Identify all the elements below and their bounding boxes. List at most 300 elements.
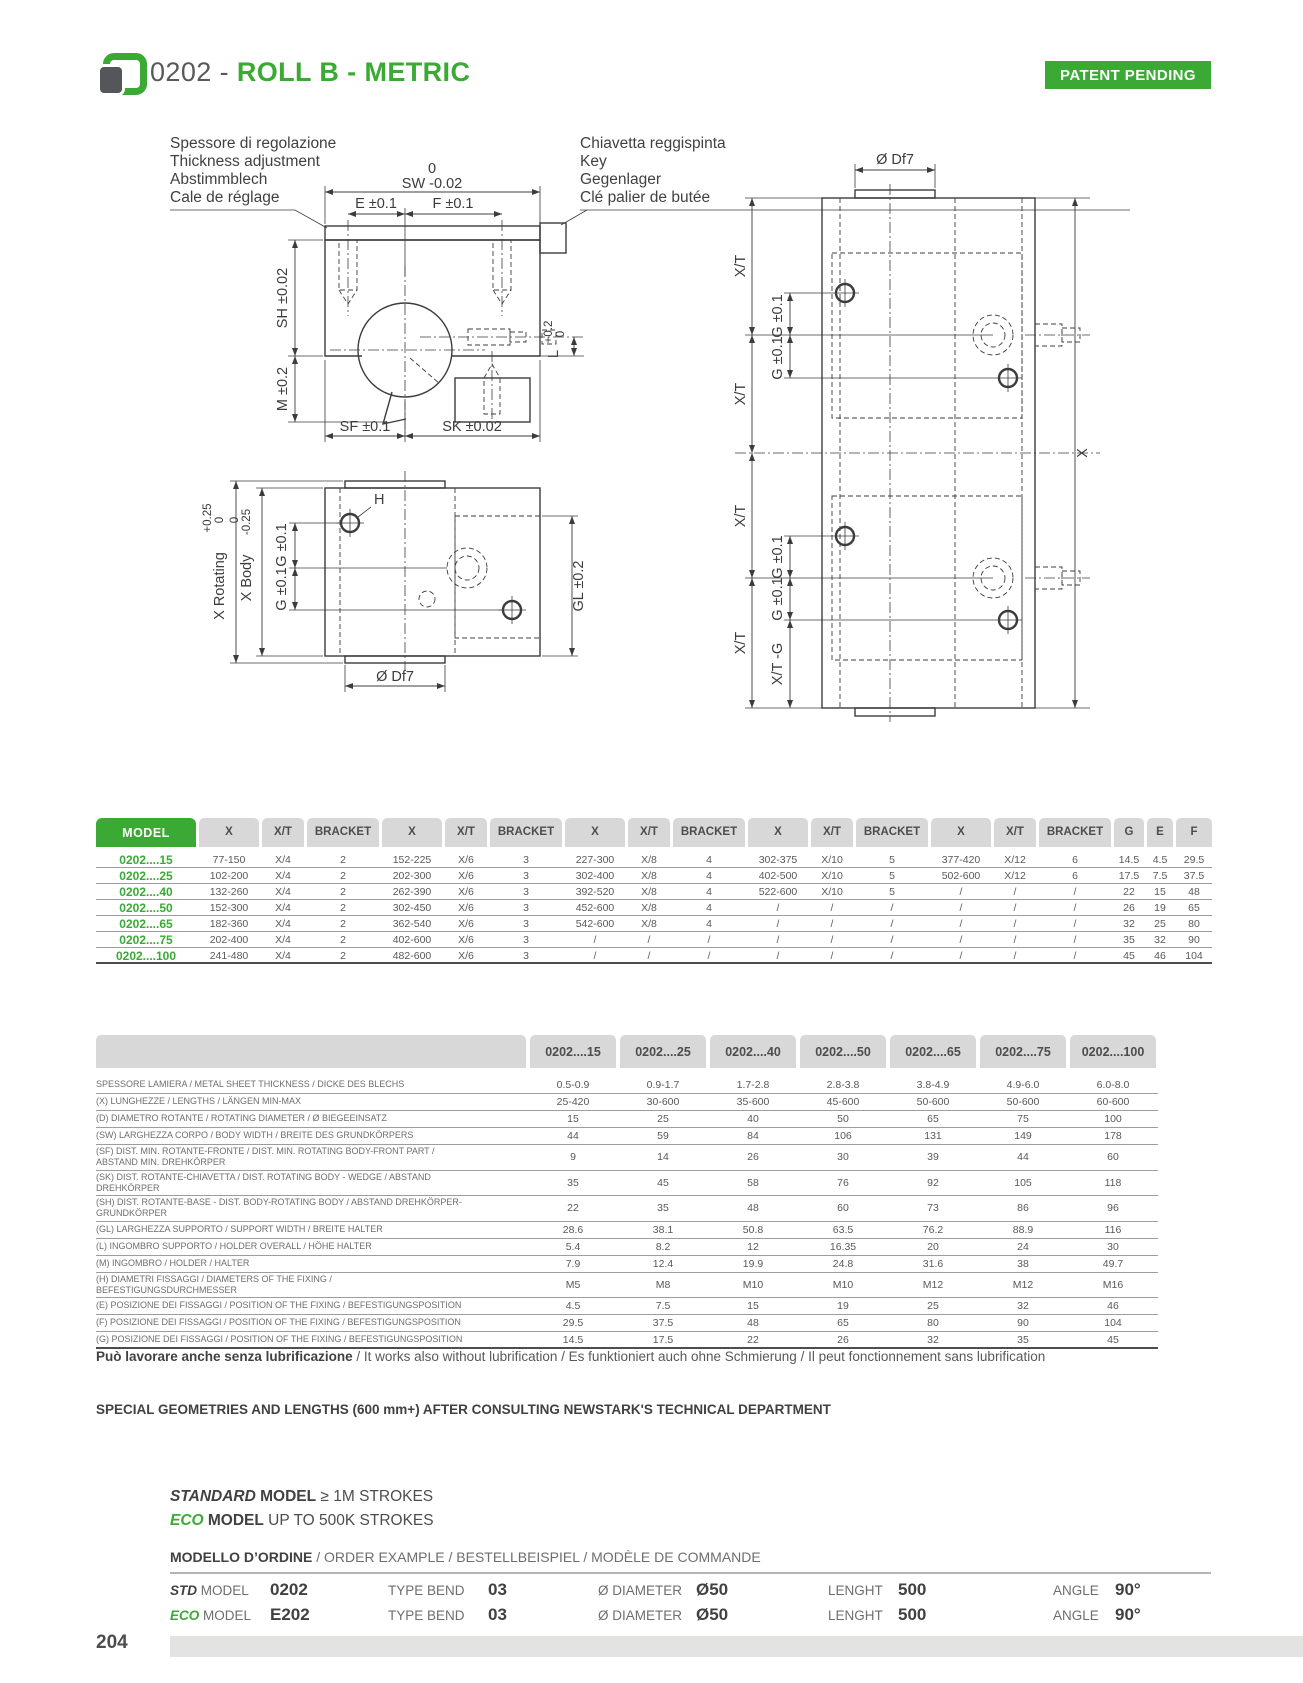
spec-table <box>96 1035 1158 1349</box>
model-value-cell: / <box>1013 902 1017 914</box>
spec-value-cell: 0.9-1.7 <box>646 1079 680 1091</box>
sf-dim-label: SF ±0.1 <box>339 419 391 435</box>
eco-model-value: E202 <box>270 1605 310 1624</box>
model-value-cell: 152-300 <box>209 902 249 914</box>
spec-value-cell: 31.6 <box>922 1257 944 1270</box>
x-overall-label: X <box>1075 448 1091 458</box>
order-row-std <box>170 1580 1211 1600</box>
spec-value-cell: 96 <box>1107 1202 1119 1215</box>
spec-value-cell: 32 <box>927 1333 939 1346</box>
eco-diameter-label: Ø DIAMETER <box>598 1608 683 1623</box>
order-heading-bold: MODELLO D’ORDINE <box>170 1549 313 1565</box>
spec-value-cell: 73 <box>927 1202 939 1215</box>
model-table-row <box>96 852 1212 868</box>
model-value-cell: 402-500 <box>758 870 798 882</box>
spec-value-cell: 80 <box>927 1317 939 1329</box>
model-value-cell: X/8 <box>641 870 657 882</box>
std-type-label: TYPE BEND <box>388 1583 465 1598</box>
thickness-adjustment-label <box>170 135 336 228</box>
unit1-g-label-2: G ±0.1 <box>770 336 786 380</box>
model-value-cell: 362-540 <box>392 918 432 930</box>
page-number: 204 <box>96 1632 128 1653</box>
model-value-cell: / <box>890 934 894 946</box>
standard-model-em: STANDARD <box>170 1488 256 1505</box>
spec-value-cell: 4.9-6.0 <box>1006 1079 1040 1091</box>
model-value-cell: / <box>1073 886 1077 898</box>
spec-value-cell: 88.9 <box>1012 1223 1034 1236</box>
model-value-cell: X/12 <box>1004 854 1026 866</box>
xt-label-2: X/T <box>733 382 749 406</box>
model-value-cell: 542-600 <box>575 918 615 930</box>
model-cell: 0202....15 <box>119 853 173 867</box>
model-table-row <box>96 868 1212 884</box>
x-rotating-tol-bottom: 0 <box>214 516 226 524</box>
eco-length-value: 500 <box>898 1605 927 1624</box>
spec-value-cell: 50 <box>837 1113 849 1125</box>
spec-value-cell: 60-600 <box>1096 1096 1130 1108</box>
spec-value-cell: 40 <box>747 1113 759 1125</box>
model-value-cell: 48 <box>1188 886 1200 898</box>
x-body-tol-top: 0 <box>229 516 241 524</box>
unit2-g-label-2: G ±0.1 <box>770 577 786 621</box>
spec-table-body <box>96 1077 1158 1349</box>
spec-value-cell: 149 <box>1014 1130 1032 1142</box>
model-table-header-cell: X <box>931 818 991 847</box>
spec-value-cell: 26 <box>837 1333 849 1346</box>
model-value-cell: / <box>830 934 834 946</box>
spec-row-label: (G) POSIZIONE DEI FISSAGGI / POSITION OF THE FIXING / BEFESTIGUNGSPOSITION <box>96 1333 463 1344</box>
model-value-cell: X/6 <box>458 854 474 866</box>
model-value-cell: 452-600 <box>575 902 615 914</box>
eco-tag <box>170 1608 270 1623</box>
page-title <box>150 57 470 88</box>
spec-value-cell: M5 <box>565 1278 581 1291</box>
footer-bar <box>170 1636 1303 1657</box>
spec-value-cell: 48 <box>747 1317 759 1329</box>
spec-value-cell: 12.4 <box>652 1257 674 1270</box>
spec-row-label: (M) INGOMBRO / HOLDER / HALTER <box>96 1257 250 1268</box>
spec-value-cell: 37.5 <box>652 1317 674 1329</box>
model-value-cell: X/4 <box>275 870 291 882</box>
spec-value-cell: 28.6 <box>562 1223 584 1236</box>
model-value-cell: X/8 <box>641 886 657 898</box>
spec-value-cell: 24 <box>1017 1240 1029 1253</box>
spec-value-cell: 92 <box>927 1176 939 1189</box>
model-table-header-cell: X/T <box>994 818 1036 847</box>
model-value-cell: 4 <box>706 854 712 866</box>
l-tol-bottom: 0 <box>555 330 567 338</box>
model-value-cell: X/4 <box>275 950 291 962</box>
spec-value-cell: 131 <box>924 1130 942 1142</box>
model-value-cell: 46 <box>1154 950 1166 962</box>
eco-tag-rest: MODEL <box>199 1608 252 1623</box>
spec-value-cell: 14.5 <box>562 1333 584 1346</box>
gl-dim-label: GL ±0.2 <box>571 560 587 612</box>
g-dim-label-1: G ±0.1 <box>274 523 290 567</box>
spec-value-cell: 118 <box>1104 1176 1122 1189</box>
spec-value-cell: 35 <box>567 1176 579 1189</box>
spec-value-cell: M12 <box>922 1278 944 1291</box>
model-cell: 0202....65 <box>119 917 173 931</box>
model-value-cell: / <box>959 886 963 898</box>
spec-table-header-cell: 0202....50 <box>800 1035 886 1068</box>
m-dim-label: M ±0.2 <box>275 366 291 412</box>
model-table <box>96 818 1212 964</box>
hidden-bore-outer <box>447 548 487 588</box>
model-value-cell: 15 <box>1154 886 1166 898</box>
patent-pending-badge: PATENT PENDING <box>1045 61 1211 89</box>
model-table-row <box>96 916 1212 932</box>
spec-table-header-cell: 0202....100 <box>1070 1035 1156 1068</box>
spec-value-cell: 116 <box>1104 1223 1122 1236</box>
model-value-cell: / <box>830 918 834 930</box>
spec-value-cell: 50-600 <box>1006 1096 1040 1108</box>
spec-table-row <box>96 1332 1158 1349</box>
model-value-cell: 29.5 <box>1183 854 1205 866</box>
spec-value-cell: 45 <box>1107 1333 1119 1346</box>
model-value-cell: X/10 <box>821 854 843 866</box>
model-value-cell: 37.5 <box>1183 870 1205 882</box>
model-value-cell: 5 <box>889 870 895 882</box>
spec-value-cell: 7.9 <box>565 1257 581 1270</box>
thickness-label-line-it: Spessore di regolazione <box>170 135 337 152</box>
l-dim-label: L <box>546 349 562 359</box>
model-value-cell: / <box>776 950 780 962</box>
model-value-cell: / <box>830 902 834 914</box>
model-value-cell: 90 <box>1188 934 1200 946</box>
spec-value-cell: 178 <box>1104 1130 1122 1142</box>
model-value-cell: / <box>1013 918 1017 930</box>
spec-value-cell: 90 <box>1017 1317 1029 1329</box>
model-value-cell: / <box>959 934 963 946</box>
model-table-header-cell: X/T <box>262 818 304 847</box>
spec-value-cell: 2.8-3.8 <box>826 1079 860 1091</box>
x-rotating-tol-top: +0.25 <box>202 503 214 533</box>
std-length-value: 500 <box>898 1580 927 1599</box>
model-value-cell: 302-400 <box>575 870 615 882</box>
spec-row-label: (F) POSIZIONE DEI FISSAGGI / POSITION OF THE FIXING / BEFESTIGUNGSPOSITION <box>96 1317 461 1328</box>
spec-value-cell: 26 <box>747 1151 759 1164</box>
model-value-cell: 25 <box>1154 918 1166 930</box>
model-value-cell: / <box>830 950 834 962</box>
model-value-cell: 80 <box>1188 918 1200 930</box>
spec-value-cell: 30 <box>1107 1240 1119 1253</box>
shim-plate <box>325 226 540 240</box>
spec-value-cell: 4.5 <box>565 1300 581 1312</box>
model-table-row <box>96 884 1212 900</box>
x-body-label: X Body <box>239 554 255 602</box>
model-value-cell: X/6 <box>458 918 474 930</box>
model-value-cell: / <box>890 950 894 962</box>
lubrication-note <box>96 1349 1045 1364</box>
model-value-cell: / <box>890 918 894 930</box>
model-table-header-cell: X/T <box>811 818 853 847</box>
model-value-cell: 4 <box>706 870 712 882</box>
model-value-cell: X/6 <box>458 934 474 946</box>
spec-value-cell: 105 <box>1014 1176 1032 1189</box>
eco-type-value: 03 <box>488 1605 507 1624</box>
spec-table-row <box>96 1145 1158 1171</box>
h-dim-label: H <box>374 492 385 508</box>
model-value-cell: X/8 <box>641 854 657 866</box>
model-value-cell: X/6 <box>458 902 474 914</box>
spec-value-cell: 106 <box>834 1130 852 1142</box>
spec-value-cell: 60 <box>1107 1151 1119 1164</box>
spec-table-row <box>96 1171 1158 1197</box>
std-type-value: 03 <box>488 1580 507 1599</box>
spec-value-cell: 65 <box>837 1317 849 1329</box>
spec-value-cell: 58 <box>747 1176 759 1189</box>
spec-value-cell: 19 <box>837 1300 849 1312</box>
hidden-bore-inner <box>455 556 479 580</box>
model-value-cell: 182-360 <box>209 918 249 930</box>
eco-model-bold: MODEL <box>203 1512 264 1529</box>
std-angle-label: ANGLE <box>1053 1583 1099 1598</box>
model-table-header-cell: X <box>748 818 808 847</box>
eco-model-em: ECO <box>170 1512 204 1529</box>
thickness-label-line-fr: Cale de réglage <box>170 189 280 206</box>
std-diameter-label: Ø DIAMETER <box>598 1583 683 1598</box>
plate-bottom-tab <box>855 708 935 716</box>
thickness-label-line-en: Thickness adjustment <box>170 153 320 170</box>
thickness-label-line-de: Abstimmblech <box>170 171 268 188</box>
model-table-body <box>96 852 1212 964</box>
model-value-cell: 4 <box>706 902 712 914</box>
model-table-header-cell: BRACKET <box>1039 818 1111 847</box>
model-cell: 0202....75 <box>119 933 173 947</box>
spec-value-cell: 50.8 <box>742 1223 764 1236</box>
spec-value-cell: 14 <box>657 1151 669 1164</box>
eco-model-rest: UP TO 500K STROKES <box>263 1512 434 1529</box>
sw-dim-tolerance: 0 <box>427 161 437 177</box>
model-value-cell: / <box>776 918 780 930</box>
eco-length-label: LENGHT <box>828 1608 883 1623</box>
model-value-cell: 3 <box>523 918 529 930</box>
model-value-cell: 14.5 <box>1118 854 1140 866</box>
key-label-line-it: Chiavetta reggispinta <box>580 135 726 152</box>
order-heading-rest: / ORDER EXAMPLE / BESTELLBEISPIEL / MODÈLE DE COMMANDE <box>312 1549 761 1565</box>
model-table-header-model: MODEL <box>96 818 196 847</box>
spec-value-cell: 16.35 <box>829 1240 857 1253</box>
model-value-cell: 202-400 <box>209 934 249 946</box>
model-value-cell: / <box>1013 886 1017 898</box>
page-title-code: 0202 - <box>150 57 237 87</box>
model-value-cell: 132-260 <box>209 886 249 898</box>
body-top-outline <box>325 488 540 656</box>
spec-value-cell: 30 <box>837 1151 849 1164</box>
spec-table-row <box>96 1315 1158 1332</box>
spec-table-header-cell: 0202....15 <box>530 1035 616 1068</box>
key-label <box>561 135 1130 225</box>
spec-row-label: (D) DIAMETRO ROTANTE / ROTATING DIAMETER / Ø BIEGEEINSATZ <box>96 1113 387 1124</box>
spec-table-header <box>96 1035 1158 1068</box>
std-length-label: LENGHT <box>828 1583 883 1598</box>
model-value-cell: X/10 <box>821 886 843 898</box>
spec-value-cell: 17.5 <box>652 1333 674 1346</box>
spec-row-label: SPESSORE LAMIERA / METAL SHEET THICKNESS / DICKE DES BLECHS <box>96 1079 405 1090</box>
order-example-heading <box>170 1549 1211 1574</box>
spec-table-row <box>96 1222 1158 1239</box>
model-value-cell: 104 <box>1185 950 1203 962</box>
model-value-cell: 102-200 <box>209 870 249 882</box>
model-value-cell: X/12 <box>1004 870 1026 882</box>
model-cell: 0202....100 <box>115 949 177 963</box>
model-value-cell: 5 <box>889 886 895 898</box>
e-dim-label: E ±0.1 <box>355 196 397 212</box>
view-side-plate <box>733 152 1100 722</box>
spec-table-header-cell: 0202....25 <box>620 1035 706 1068</box>
model-value-cell: / <box>1073 934 1077 946</box>
logo-square <box>97 64 125 96</box>
key-label-line-de: Gegenlager <box>580 171 662 188</box>
spec-value-cell: 76 <box>837 1176 849 1189</box>
model-cell: 0202....40 <box>119 885 173 899</box>
model-value-cell: 2 <box>340 870 346 882</box>
spec-value-cell: 76.2 <box>922 1223 944 1236</box>
spec-value-cell: 6.0-8.0 <box>1096 1079 1130 1091</box>
spec-value-cell: 30-600 <box>646 1096 680 1108</box>
key-block <box>540 223 566 253</box>
model-value-cell: X/8 <box>641 902 657 914</box>
model-value-cell: 32 <box>1123 918 1135 930</box>
hidden-detail-rect <box>455 516 540 638</box>
model-value-cell: 3 <box>523 934 529 946</box>
xt-label-4: X/T <box>733 631 749 655</box>
spec-value-cell: 86 <box>1017 1202 1029 1215</box>
model-table-header-cell: BRACKET <box>490 818 562 847</box>
std-tag-rest: MODEL <box>197 1583 249 1598</box>
model-value-cell: 2 <box>340 918 346 930</box>
model-table-header <box>96 818 1212 847</box>
unit2-hole-b-lines <box>784 606 1022 634</box>
model-value-cell: X/4 <box>275 854 291 866</box>
spec-value-cell: 45 <box>657 1176 669 1189</box>
spec-value-cell: 48 <box>747 1202 759 1215</box>
strokes-info <box>170 1485 434 1533</box>
model-value-cell: 45 <box>1123 950 1135 962</box>
spec-value-cell: 45-600 <box>826 1096 860 1108</box>
spec-table-row <box>96 1128 1158 1145</box>
model-value-cell: 482-600 <box>392 950 432 962</box>
model-table-header-cell: X <box>382 818 442 847</box>
spec-value-cell: 5.4 <box>565 1240 581 1253</box>
model-value-cell: 3 <box>523 950 529 962</box>
model-value-cell: / <box>1073 950 1077 962</box>
model-value-cell: 262-390 <box>392 886 432 898</box>
model-value-cell: X/4 <box>275 918 291 930</box>
sk-dim-label: SK ±0.02 <box>442 419 502 435</box>
model-value-cell: 32 <box>1154 934 1166 946</box>
order-row-eco <box>170 1605 1211 1625</box>
internal-dashed-line <box>410 358 440 384</box>
model-value-cell: X/6 <box>458 886 474 898</box>
hidden-small-feature <box>419 591 435 607</box>
spec-value-cell: 15 <box>747 1300 759 1312</box>
top-tab <box>345 481 445 488</box>
spec-value-cell: 32 <box>1017 1300 1029 1312</box>
spec-value-cell: 63.5 <box>832 1223 854 1236</box>
model-value-cell: 392-520 <box>575 886 615 898</box>
standard-model-line <box>170 1485 434 1509</box>
model-value-cell: X/10 <box>821 870 843 882</box>
lubrication-note-rest: / It works also without lubrification / Es funktioniert auch ohne Schmierung / Il peut fonctionnement sans lubrification <box>352 1349 1046 1364</box>
x-body-tol-bottom: -0.25 <box>241 508 253 536</box>
spec-row-label: (SK) DIST. ROTANTE-CHIAVETTA / DIST. ROTATING BODY - WEDGE / ABSTAND DREHKÖRPER <box>96 1171 431 1193</box>
spec-value-cell: 19.9 <box>742 1257 764 1270</box>
standard-model-bold: MODEL <box>255 1488 317 1505</box>
spec-value-cell: 22 <box>747 1333 759 1346</box>
model-value-cell: 3 <box>523 886 529 898</box>
spec-value-cell: M8 <box>655 1278 671 1291</box>
bottom-tab <box>345 656 445 663</box>
spec-value-cell: 50-600 <box>916 1096 950 1108</box>
view-top <box>202 471 587 692</box>
model-value-cell: / <box>1013 934 1017 946</box>
model-value-cell: X/4 <box>275 886 291 898</box>
standard-model-rest: ≥ 1M STROKES <box>316 1488 434 1505</box>
model-value-cell: X/8 <box>641 918 657 930</box>
model-value-cell: / <box>959 918 963 930</box>
spec-value-cell: 3.8-4.9 <box>916 1079 950 1091</box>
spec-table-header-cell: 0202....40 <box>710 1035 796 1068</box>
spec-value-cell: 25 <box>657 1113 669 1125</box>
model-value-cell: 6 <box>1072 854 1078 866</box>
model-value-cell: 35 <box>1123 934 1135 946</box>
key-label-line-en: Key <box>580 153 607 170</box>
eco-diameter-value: Ø50 <box>696 1605 729 1624</box>
spec-table-row <box>96 1094 1158 1111</box>
model-value-cell: 19 <box>1154 902 1166 914</box>
model-value-cell: 2 <box>340 950 346 962</box>
model-value-cell: / <box>959 950 963 962</box>
xt-label-3: X/T <box>733 504 749 528</box>
spec-row-label: (H) DIAMETRI FISSAGGI / DIAMETERS OF THE FIXING / BEFESTIGUNGSDURCHMESSER <box>96 1273 332 1295</box>
unit1-hole-b-lines <box>784 364 1022 392</box>
model-value-cell: 377-420 <box>941 854 981 866</box>
spec-value-cell: 25 <box>927 1300 939 1312</box>
model-value-cell: / <box>776 934 780 946</box>
model-value-cell: 7.5 <box>1152 870 1168 882</box>
model-value-cell: 402-600 <box>392 934 432 946</box>
model-value-cell: / <box>1073 918 1077 930</box>
eco-model-line <box>170 1509 434 1533</box>
brand-logo-icon <box>95 53 149 101</box>
spec-value-cell: M16 <box>1102 1278 1124 1291</box>
model-table-row <box>96 932 1212 948</box>
spec-value-cell: 104 <box>1104 1317 1122 1329</box>
sh-m-extension-lines <box>288 240 386 422</box>
key-label-line-fr: Clé palier de butée <box>580 189 711 206</box>
model-value-cell: / <box>593 934 597 946</box>
g-dim-label-2: G ±0.1 <box>274 567 290 611</box>
model-value-cell: / <box>647 934 651 946</box>
model-value-cell: 6 <box>1072 870 1078 882</box>
spec-value-cell: 25-420 <box>556 1096 590 1108</box>
spec-value-cell: 24.8 <box>832 1257 854 1270</box>
model-value-cell: 4 <box>706 918 712 930</box>
eco-tag-em: ECO <box>170 1608 200 1623</box>
std-tag-em: STD <box>170 1583 197 1598</box>
spec-value-cell: 22 <box>567 1202 579 1215</box>
model-value-cell: 2 <box>340 902 346 914</box>
model-table-header-cell: BRACKET <box>856 818 928 847</box>
spec-table-row <box>96 1196 1158 1222</box>
model-value-cell: / <box>707 934 711 946</box>
xt-label-1: X/T <box>733 254 749 278</box>
model-value-cell: 202-300 <box>392 870 432 882</box>
unit1-hidden-rect <box>832 253 1022 418</box>
spec-value-cell: 59 <box>657 1130 669 1142</box>
